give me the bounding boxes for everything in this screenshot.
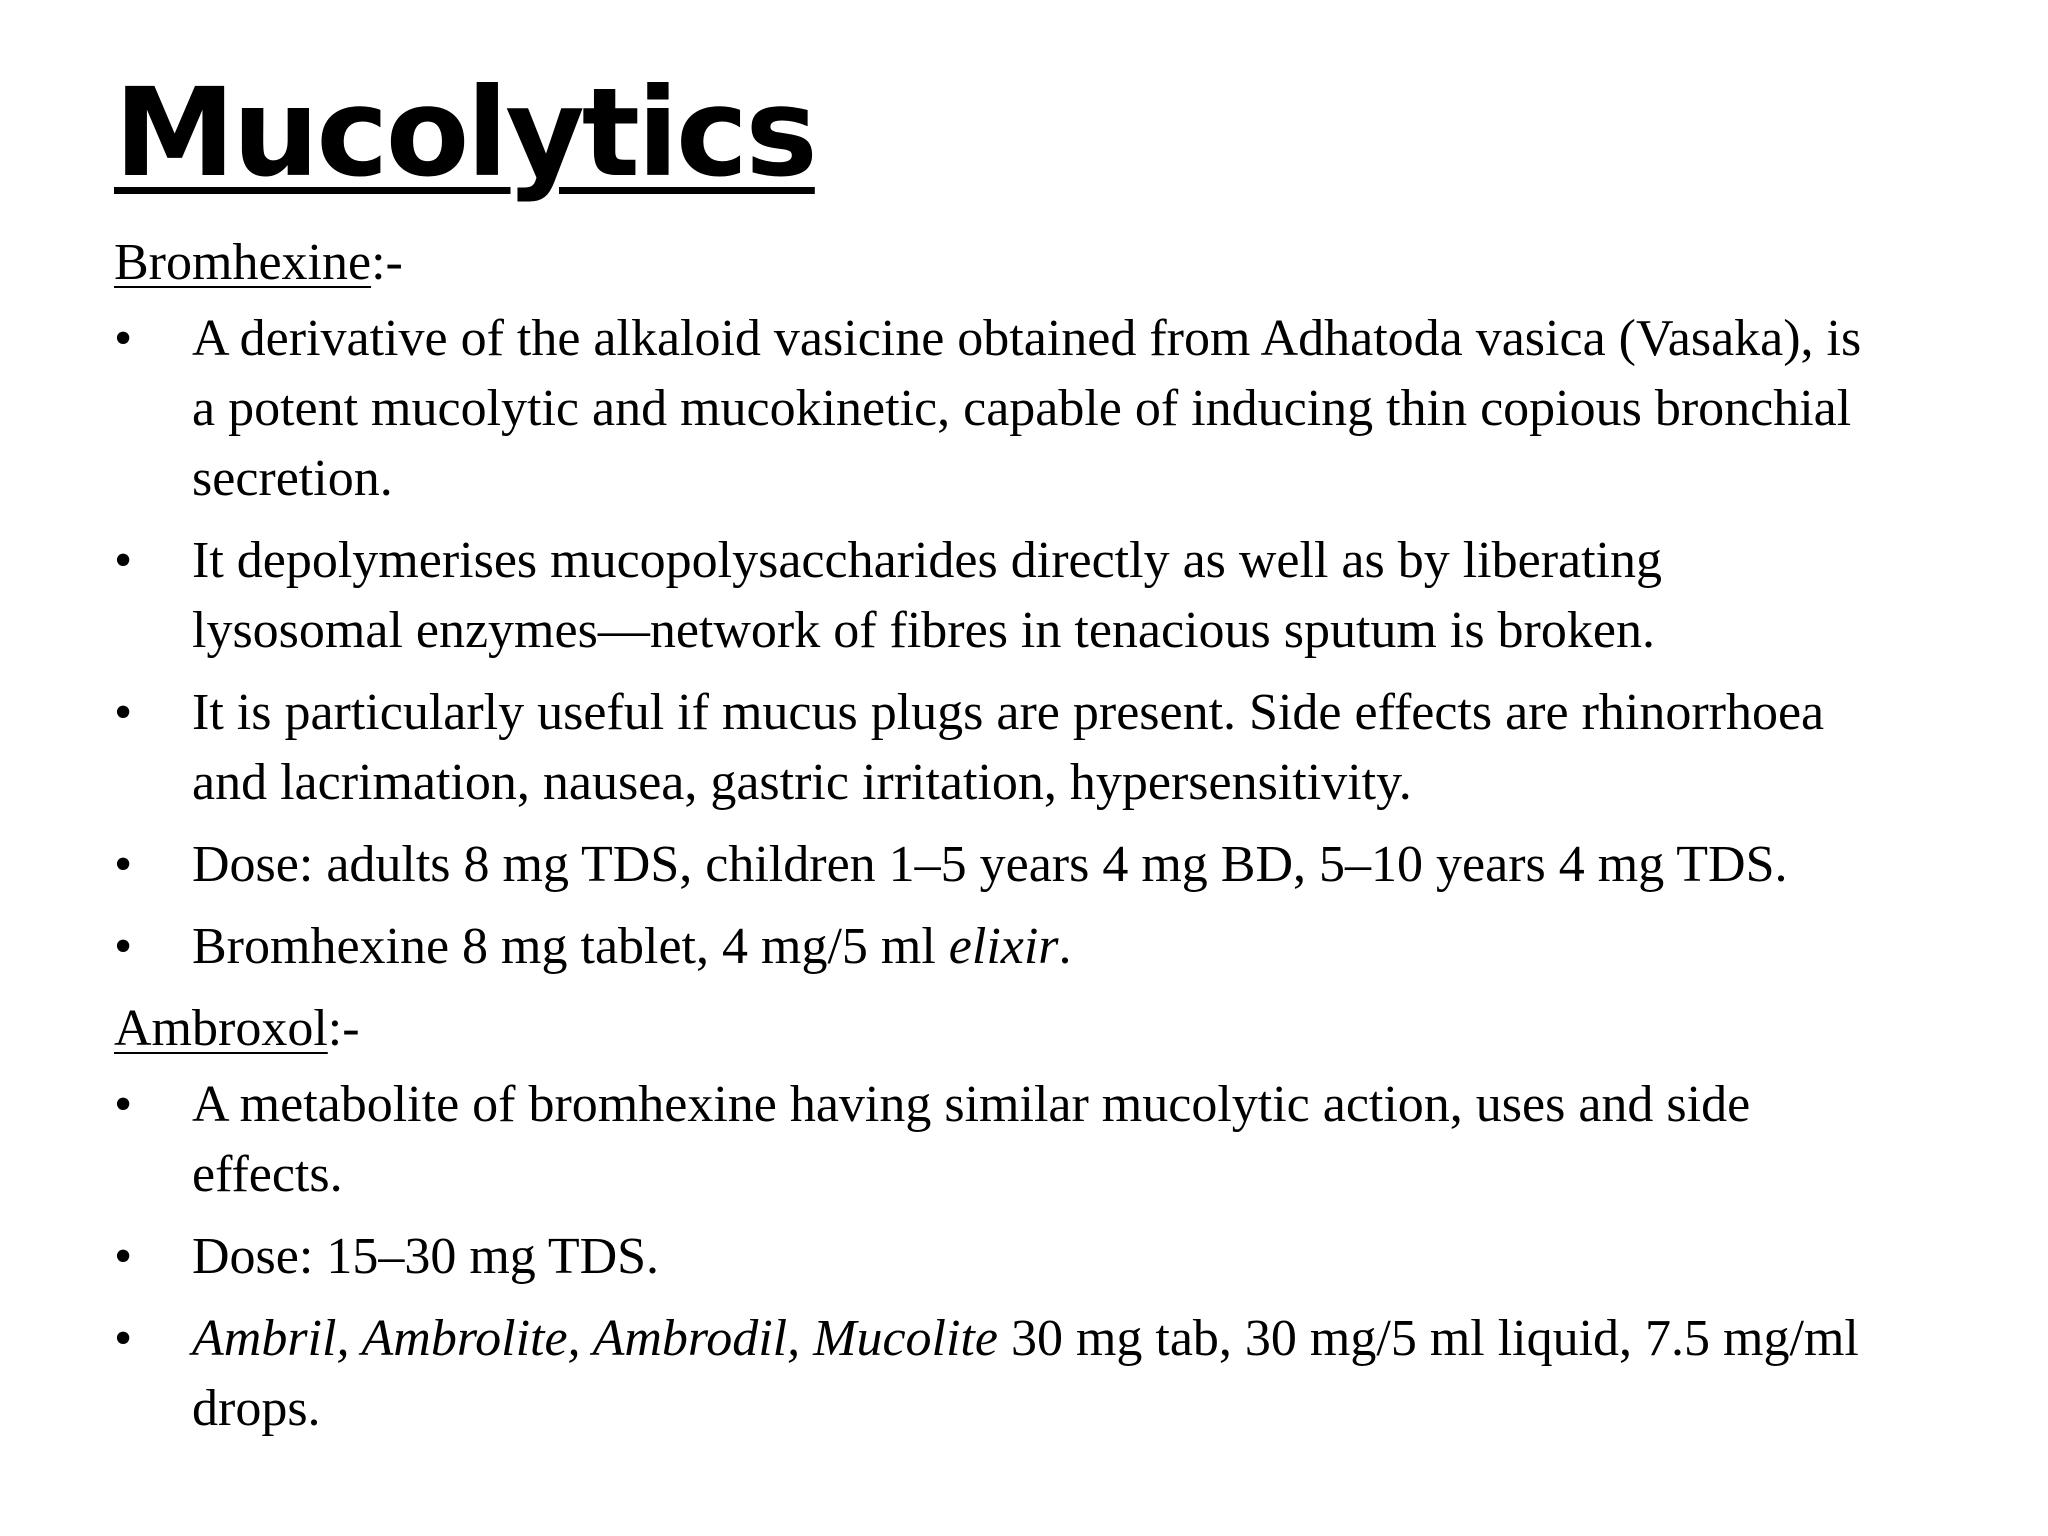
section-heading-suffix: :- <box>327 1000 360 1057</box>
section-heading-bromhexine <box>114 228 1874 298</box>
list-item-text-plain: Bromhexine 8 mg tablet, 4 mg/5 ml <box>192 918 949 975</box>
bullet-icon: • <box>114 1310 133 1367</box>
bullet-icon: • <box>114 836 133 893</box>
slide-body <box>114 228 1874 1456</box>
slide-title: Mucolytics <box>114 62 815 204</box>
bullet-icon: • <box>114 532 133 589</box>
section-heading-label: Bromhexine <box>114 234 372 291</box>
bullet-list-bromhexine <box>114 304 1874 982</box>
list-item-text: It depolymerises mucopolysaccharides directly as well as by liberating lysosomal enzymes—network of fibres in tenacious sputum is broken. <box>192 532 1662 659</box>
list-item-text: A metabolite of bromhexine having similar mucolytic action, uses and side effects. <box>192 1076 1751 1203</box>
list-item-text-plain-end: 30 mg tab, 30 mg/5 ml liquid, 7.5 mg/ml drops. <box>192 1310 1859 1437</box>
list-item-text-plain-end: . <box>1058 918 1072 975</box>
section-heading-suffix: :- <box>371 234 403 291</box>
bullet-icon: • <box>114 918 133 975</box>
list-item <box>114 678 1874 818</box>
bullet-icon: • <box>114 1228 133 1285</box>
section-heading-ambroxol <box>114 994 1874 1064</box>
bullet-icon: • <box>114 1076 133 1133</box>
list-item-text: Dose: adults 8 mg TDS, children 1–5 years 4 mg BD, 5–10 years 4 mg TDS. <box>192 836 1788 893</box>
list-item-text-italic: elixir <box>948 918 1059 975</box>
list-item-text: A derivative of the alkaloid vasicine obtained from Adhatoda vasica (Vasaka), is a potent mucolytic and mucokinetic, capable of inducing thin copious bronchial secretion. <box>192 310 1862 507</box>
bullet-list-ambroxol <box>114 1070 1874 1444</box>
list-item <box>114 526 1874 666</box>
list-item <box>114 304 1874 514</box>
list-item <box>114 912 1874 982</box>
list-item <box>114 1304 1874 1444</box>
list-item <box>114 1070 1874 1210</box>
section-heading-label: Ambroxol <box>114 1000 328 1057</box>
bullet-icon: • <box>114 684 133 741</box>
list-item-text-italic: Ambril, Ambrolite, Ambrodil, Mucolite <box>192 1310 998 1367</box>
list-item-text: Dose: 15–30 mg TDS. <box>192 1228 660 1285</box>
list-item-text: It is particularly useful if mucus plugs are present. Side effects are rhinorrhoea and lacrimation, nausea, gastric irritation, hypersensitivity. <box>192 684 1825 811</box>
bullet-icon: • <box>114 310 133 367</box>
list-item <box>114 830 1874 900</box>
list-item <box>114 1222 1874 1292</box>
